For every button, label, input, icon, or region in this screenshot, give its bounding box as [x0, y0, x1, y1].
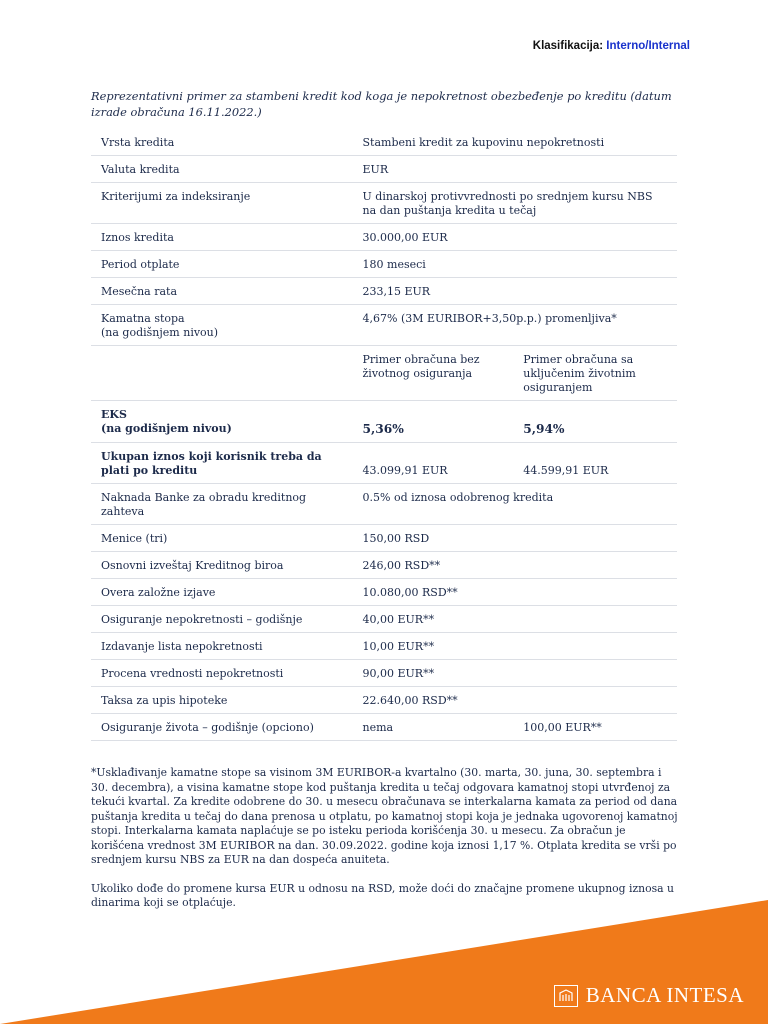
eks-with: 5,94%	[523, 422, 565, 436]
fee-label: Menice (tri)	[91, 525, 353, 552]
classification-value: Interno/Internal	[606, 40, 690, 52]
fee-label: Osnovni izveštaj Kreditnog biroa	[91, 552, 353, 579]
fee-label: Taksa za upis hipoteke	[91, 687, 353, 714]
fee-label: Izdavanje lista nepokretnosti	[91, 633, 353, 660]
row-value: 30.000,00 EUR	[353, 224, 677, 251]
row-value: Stambeni kredit za kupovinu nepokretnosti	[353, 129, 677, 156]
fee-value: 22.640,00 RSD**	[353, 687, 514, 714]
eks-label-sub: (na godišnjem nivou)	[101, 422, 232, 435]
row-label: Vrsta kredita	[91, 129, 353, 156]
footnote-currency: Ukoliko dođe do promene kursa EUR u odnosu na RSD, može doći do značajne promene ukupnog iznosa u dinarima koji se otplaćuje.	[91, 881, 674, 909]
row-label: Mesečna rata	[91, 278, 353, 305]
row-label: Kriterijumi za indeksiranje	[91, 183, 353, 224]
row-value: 4,67% (3M EURIBOR+3,50p.p.) promenljiva*	[353, 305, 677, 346]
fee-value: nema	[353, 714, 514, 741]
row-value: 233,15 EUR	[353, 278, 677, 305]
fee-label: Procena vrednosti nepokretnosti	[91, 660, 353, 687]
eks-label-main: EKS	[101, 408, 127, 421]
eks-without: 5,36%	[362, 422, 404, 436]
total-without: 43.099,91 EUR	[362, 464, 448, 477]
row-label: Period otplate	[91, 251, 353, 278]
row-label: Iznos kredita	[91, 224, 353, 251]
intro-text: Reprezentativni primer za stambeni kredit kod koga je nepokretnost obezbeđenje po kreditu (datum izrade obračuna 16.11.2022.)	[91, 89, 672, 119]
row-label: Valuta kredita	[91, 156, 353, 183]
compare-header-without: Primer obračuna bez životnog osiguranja	[353, 346, 514, 401]
row-value: EUR	[353, 156, 677, 183]
fee-label: Naknada Banke za obradu kreditnog zahteva	[91, 484, 353, 525]
logo-mark-icon	[554, 985, 578, 1007]
total-with: 44.599,91 EUR	[523, 464, 609, 477]
fee-label: Osiguranje nepokretnosti – godišnje	[91, 606, 353, 633]
interest-sublabel: (na godišnjem nivou)	[101, 326, 219, 339]
row-value: 180 meseci	[353, 251, 677, 278]
fee-label: Overa založne izjave	[91, 579, 353, 606]
fee-value: 40,00 EUR**	[353, 606, 514, 633]
total-label: Ukupan iznos koji korisnik treba da plati po kreditu	[91, 443, 353, 484]
compare-header-with: Primer obračuna sa uključenim životnim osiguranjem	[513, 346, 677, 401]
fee-value: 10.080,00 RSD**	[353, 579, 514, 606]
row-value-text: U dinarskoj protivvrednosti po srednjem kursu NBS na dan puštanja kredita u tečaj	[362, 190, 653, 217]
fee-value: 10,00 EUR**	[353, 633, 514, 660]
fee-extra: 100,00 EUR**	[513, 714, 677, 741]
bank-logo	[554, 983, 744, 1008]
footnote-interest: *Usklađivanje kamatne stope sa visinom 3M EURIBOR-a kvartalno (30. marta, 30. juna, 30. septembra i 30. decembra), a visina kamatne stope kod puštanja kredita u tečaj odgovara kamatnoj stopi utvrđenoj za tekući kvartal. Za kredite odobrene do 30. u mesecu obračunava se interkalarna kamata za period od dana puštanja kredita u tečaj do dana prenosa u otplatu, po kamatnoj stopi koja je jednaka ugovorenoj kamatnoj stopi. Interkalarna kamata naplaćuje se po isteku perioda korišćenja 30. u mesecu. Za obračun je korišćena vrednost 3M EURIBOR na dan. 30.09.2022. godine koja iznosi 1,17 %. Otplata kredita se vrši po srednjem kursu NBS za EUR na dan dospeća anuiteta.	[91, 766, 678, 866]
interest-label: Kamatna stopa	[101, 312, 185, 325]
fee-value: 246,00 RSD**	[353, 552, 514, 579]
fee-value: 0.5% od iznosa odobrenog kredita	[353, 484, 677, 525]
logo-text: BANCA INTESA	[585, 983, 744, 1007]
fee-label: Osiguranje života – godišnje (opciono)	[91, 714, 353, 741]
fee-value: 90,00 EUR**	[353, 660, 514, 687]
fee-value: 150,00 RSD	[353, 525, 514, 552]
classification-label: Klasifikacija:	[532, 40, 604, 52]
